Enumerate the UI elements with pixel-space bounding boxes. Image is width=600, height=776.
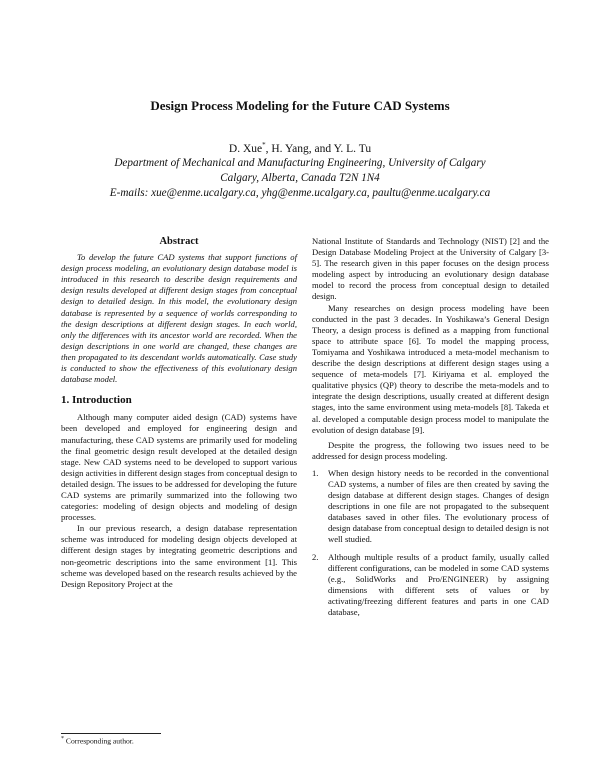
right-paragraph-3: Despite the progress, the following two issues need to be addressed for design process modeling. [312, 439, 549, 461]
right-paragraph-1: National Institute of Standards and Technology (NIST) [2] and the Design Database Modeling Project at the University of Calgary [3-5]. The research given in this paper focuses on the design process modeling aspect by introducing an evolutionary design database model to record the process from conceptual design to detailed design. [312, 236, 549, 302]
intro-heading: 1. Introduction [61, 394, 132, 407]
list-item [312, 552, 549, 619]
list-item-number: 1. [312, 467, 319, 478]
list-item-text: When design history needs to be recorded in the conventional CAD systems, a number of files are then created by saving the design database at different design stages. Changes of design descriptions in one file are not propagated to the subsequent databases saved in other files. The evolutionary process of design database from conceptual design to detailed design is not well studied. [328, 467, 549, 545]
affiliation-department: Department of Mechanical and Manufacturing Engineering, University of Calgary [114, 157, 486, 169]
left-column [61, 236, 297, 590]
affiliation-emails: E-mails: xue@enme.ucalgary.ca, yhg@enme.ucalgary.ca, paultu@enme.ucalgary.ca [109, 187, 491, 199]
list-item [312, 468, 549, 546]
list-item-number: 2. [312, 551, 319, 562]
list-item-text: Although multiple results of a product family, usually called different configurations, can be modeled in some CAD systems (e.g., SolidWorks and Pro/ENGINEER) by assigning dimensions with different sets of values or by activating/freezing different features and parts in one CAD database, [328, 551, 549, 617]
affiliation-address: Calgary, Alberta, Canada T2N 1N4 [220, 172, 380, 184]
author-line [0, 141, 600, 155]
footnote-mark: * [61, 736, 64, 742]
right-paragraph-2: Many researches on design process modeling have been conducted in the past 3 decades. In Yoshikawa’s General Design Theory, a design process is defined as a mapping from functional space to attribute space [6]. To model the mapping process, Tomiyama and Yoshikawa introduced a meta-model mechanism to describe the design descriptions at different design stages using a sequence of meta-models [7]. Kiriyama et al. employed the qualitative physics (QP) theory to describe the meta-models and to integrate the design descriptions, usually created at different design stages, into the same environment using meta-models [8]. Takeda et al. developed a computable design process model to manipulate the evolution of design database [9]. [312, 302, 549, 435]
intro-paragraph-2: In our previous research, a design database representation scheme was introduced for modeling design objects developed at different design stages by integrating geometric descriptions and non-geometric descriptions into the same environment [1]. This scheme was developed based on the research results achieved by the Design Repository Project at the [61, 523, 297, 589]
paper-title: Design Process Modeling for the Future CAD Systems [150, 98, 450, 113]
right-column [312, 236, 549, 618]
footnote [61, 736, 134, 746]
abstract-text: To develop the future CAD systems that support functions of design process modeling, an evolutionary design database model is introduced in this research to describe design requirements and design results developed at different design stages from conceptual design to detailed design. In this model, the evolutionary design database is represented by a sequence of worlds corresponding to the design descriptions at different design stages. In each world, only the differences with its ancestor world are recorded. When the design descriptions in one world are changed, these changes are then propagated to its descendant worlds automatically. Case study is conducted to show the effectiveness of this evolutionary design database model. [61, 252, 297, 385]
footnote-text: Corresponding author. [64, 736, 134, 746]
abstract-heading: Abstract [159, 236, 199, 247]
corresponding-mark: * [262, 141, 266, 149]
footnote-rule [61, 733, 161, 734]
intro-paragraph-1: Although many computer aided design (CAD) systems have been developed and employed for engineering design and manufacturing, these CAD systems are primarily used for modeling the final geometric design result developed at the detailed design stage. New CAD systems need to be developed to support various design activities in different design stages from conceptual design to detailed design. The issues to be addressed for developing the future CAD systems are primarily summarized into the following two categories: modeling of design objects and modeling of design processes. [61, 412, 297, 523]
other-authors: , H. Yang, and Y. L. Tu [265, 142, 372, 155]
author-1: D. Xue [228, 142, 263, 155]
